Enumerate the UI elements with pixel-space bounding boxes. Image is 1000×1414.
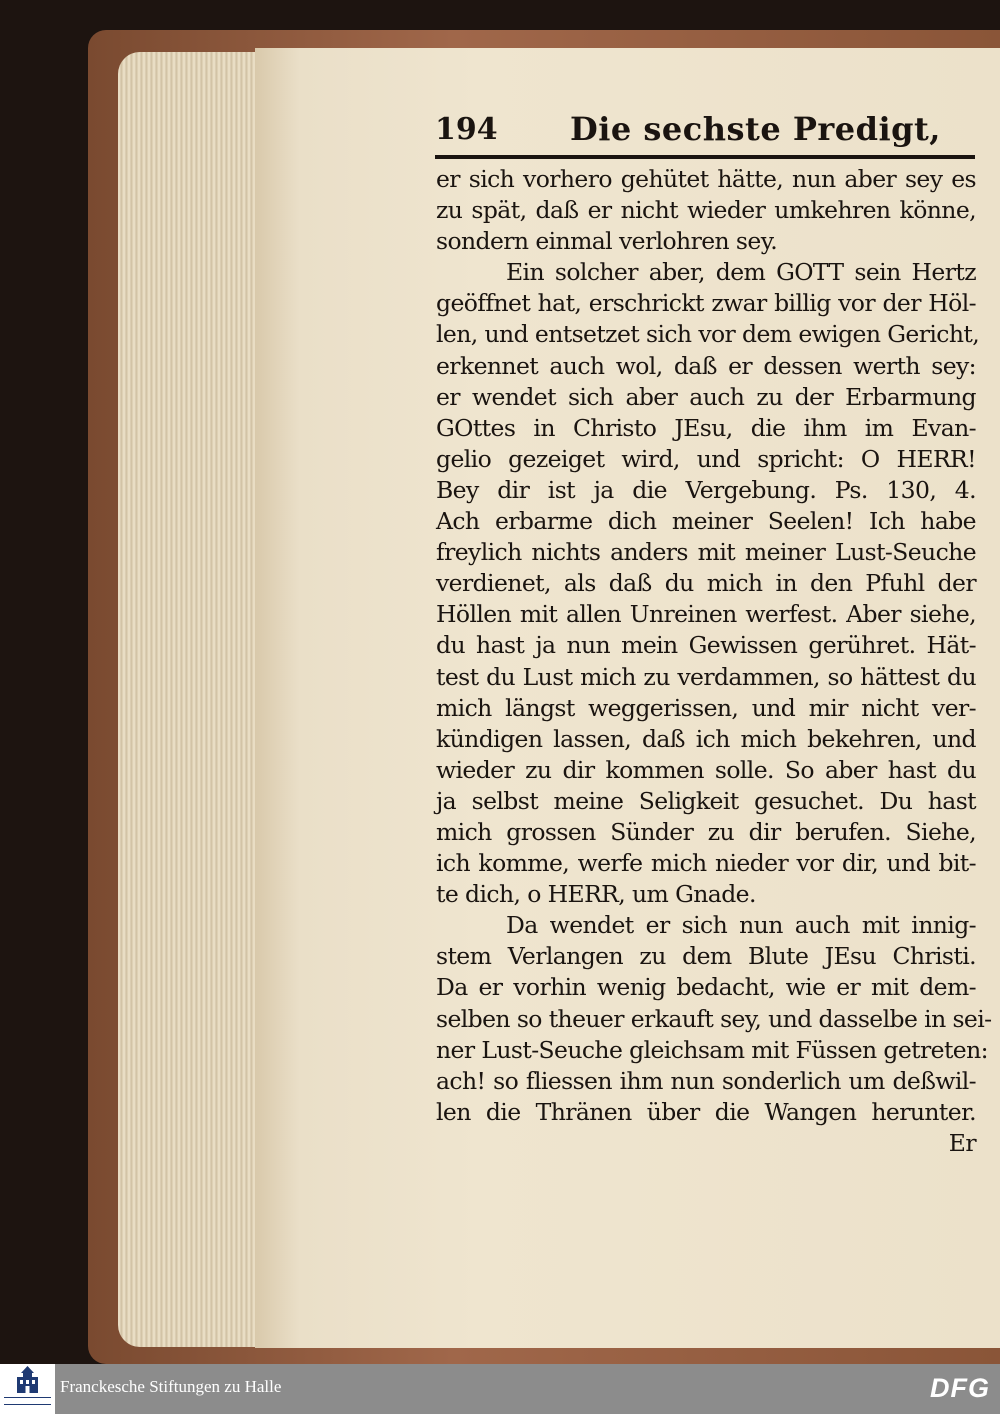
text-line: ich komme, werfe mich nieder vor dir, und bit-: [436, 849, 976, 878]
text-line: sondern einmal verlohren sey.: [436, 227, 778, 256]
text-line: Ein solcher aber, dem GOTT sein Hertz: [506, 258, 976, 287]
text-line: Da wendet er sich nun auch mit innig-: [506, 911, 976, 940]
text-line: selben so theuer erkauft sey, und dasselbe in sei-: [436, 1004, 992, 1033]
page-header: [435, 108, 975, 158]
text-line: len, und entsetzet sich vor dem ewigen Gericht,: [436, 320, 980, 349]
text-line: er wendet sich aber auch zu der Erbarmung: [436, 382, 976, 411]
text-line: stem Verlangen zu dem Blute JEsu Christi.: [436, 942, 976, 971]
text-line: mich längst weggerissen, und mir nicht ver-: [436, 693, 976, 722]
text-line: len die Thränen über die Wangen herunter.: [436, 1097, 976, 1126]
header-rule: [435, 155, 975, 159]
text-line: test du Lust mich zu verdammen, so hättest du: [436, 662, 976, 691]
text-line: mich grossen Sünder zu dir berufen. Siehe,: [436, 817, 976, 846]
text-line: Da er vorhin wenig bedacht, wie er mit dem-: [436, 973, 976, 1002]
dfg-logo[interactable]: DFG: [930, 1373, 990, 1403]
text-line: wieder zu dir kommen solle. So aber hast du: [436, 755, 976, 784]
page-edges: [118, 52, 268, 1347]
text-line: gelio gezeiget wird, und spricht: O HERR!: [436, 444, 976, 473]
text-line: freylich nichts anders mit meiner Lust-Seuche: [436, 538, 976, 567]
text-line: du hast ja nun mein Gewissen gerühret. Hät-: [436, 631, 976, 660]
text-line: ja selbst meine Seligkeit gesuchet. Du hast: [436, 786, 976, 815]
text-line: te dich, o HERR, um Gnade.: [436, 880, 756, 909]
catchword: Er: [948, 1128, 976, 1157]
body-text: [436, 164, 992, 1159]
institution-logo[interactable]: [0, 1364, 55, 1414]
text-line: er sich vorhero gehütet hätte, nun aber sey es: [436, 165, 976, 193]
orphanage-building-icon: [0, 1364, 55, 1414]
text-line: Höllen mit allen Unreinen werfest. Aber siehe,: [436, 600, 976, 629]
text-line: Bey dir ist ja die Vergebung. Ps. 130, 4.: [436, 475, 976, 504]
text-line: geöffnet hat, erschrickt zwar billig vor der Höl-: [436, 289, 976, 318]
text-line: ach! so fliessen ihm nun sonderlich um deßwil-: [436, 1066, 976, 1095]
text-line: zu spät, daß er nicht wieder umkehren könne,: [436, 196, 976, 225]
text-line: erkennet auch wol, daß er dessen werth sey:: [436, 351, 976, 380]
running-head: Die sechste Predigt,: [570, 110, 941, 148]
text-line: ner Lust-Seuche gleichsam mit Füssen getreten:: [436, 1035, 988, 1064]
text-line: kündigen lassen, daß ich mich bekehren, und: [436, 724, 976, 753]
text-line: verdienet, als daß du mich in den Pfuhl der: [436, 569, 976, 598]
text-line: GOttes in Christo JEsu, die ihm im Evan-: [436, 413, 976, 442]
viewer-footer: [0, 1364, 1000, 1414]
institution-name[interactable]: Franckesche Stiftungen zu Halle: [60, 1377, 282, 1396]
text-line: Ach erbarme dich meiner Seelen! Ich habe: [436, 507, 976, 536]
page-number: 194: [435, 112, 498, 147]
